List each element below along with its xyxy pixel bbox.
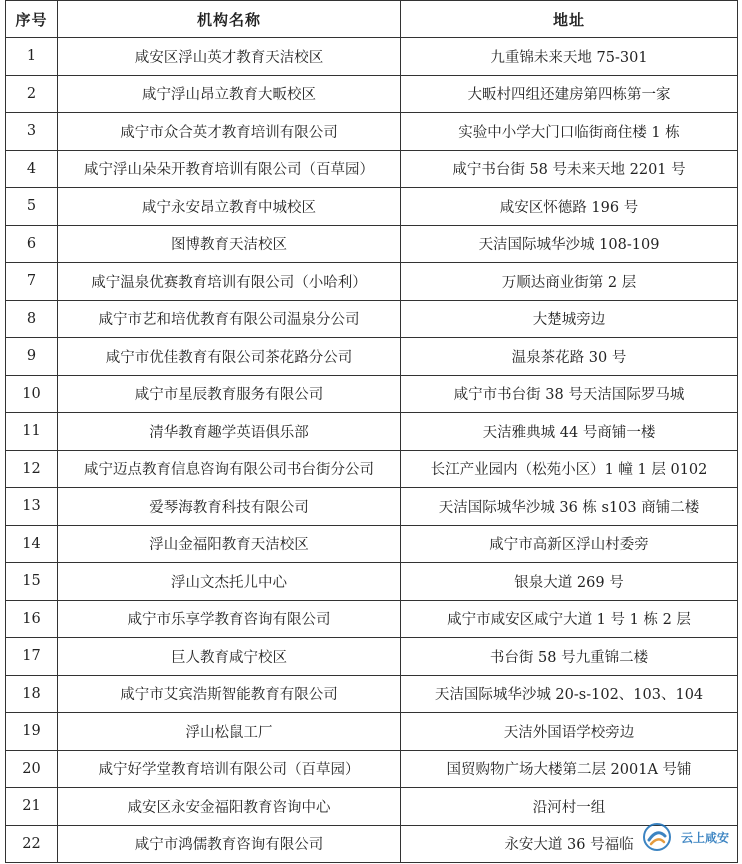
- table-row: [6, 600, 738, 638]
- table-row: [6, 38, 738, 76]
- table-row: [6, 750, 738, 788]
- cell-address: 银泉大道 269 号: [401, 563, 738, 601]
- cell-no: 9: [6, 338, 58, 376]
- cell-address: 咸宁市咸安区咸宁大道 1 号 1 栋 2 层: [401, 600, 738, 638]
- cell-address: 九重锦未来天地 75-301: [401, 38, 738, 76]
- cell-no: 10: [6, 375, 58, 413]
- header-name: 机构名称: [58, 1, 401, 38]
- cell-no: 6: [6, 225, 58, 263]
- table-row: [6, 113, 738, 151]
- cell-name: 咸宁市优佳教育有限公司茶花路分公司: [58, 338, 401, 376]
- watermark-text: 云上咸安: [678, 828, 732, 847]
- cell-no: 12: [6, 450, 58, 488]
- cell-no: 4: [6, 150, 58, 188]
- table-row: [6, 338, 738, 376]
- table-row: [6, 825, 738, 863]
- cell-address: 天洁国际城华沙城 36 栋 s103 商铺二楼: [401, 488, 738, 526]
- table-row: [6, 563, 738, 601]
- cell-address: 大楚城旁边: [401, 300, 738, 338]
- table-row: [6, 488, 738, 526]
- cell-address: 长江产业园内（松苑小区）1 幢 1 层 0102: [401, 450, 738, 488]
- cell-name: 浮山金福阳教育天洁校区: [58, 525, 401, 563]
- cell-no: 13: [6, 488, 58, 526]
- cell-name: 图博教育天洁校区: [58, 225, 401, 263]
- cell-address: 天洁外国语学校旁边: [401, 713, 738, 751]
- cell-no: 14: [6, 525, 58, 563]
- cell-name: 咸宁市乐享学教育咨询有限公司: [58, 600, 401, 638]
- cell-name: 咸安区浮山英才教育天洁校区: [58, 38, 401, 76]
- cell-no: 19: [6, 713, 58, 751]
- cell-name: 咸宁市艺和培优教育有限公司温泉分公司: [58, 300, 401, 338]
- cell-address: 咸安区怀德路 196 号: [401, 188, 738, 226]
- table-header: [6, 1, 738, 38]
- header-address: 地址: [401, 1, 738, 38]
- institution-table: [5, 0, 738, 863]
- cell-no: 7: [6, 263, 58, 301]
- cell-name: 咸宁市鸿儒教育咨询有限公司: [58, 825, 401, 863]
- cell-name: 巨人教育咸宁校区: [58, 638, 401, 676]
- cell-address: 大畈村四组还建房第四栋第一家: [401, 75, 738, 113]
- cell-no: 11: [6, 413, 58, 451]
- cell-no: 15: [6, 563, 58, 601]
- cell-no: 17: [6, 638, 58, 676]
- cell-address: 咸宁书台街 58 号未来天地 2201 号: [401, 150, 738, 188]
- cell-address: 天洁雅典城 44 号商铺一楼: [401, 413, 738, 451]
- table-row: [6, 675, 738, 713]
- cell-no: 5: [6, 188, 58, 226]
- table-row: [6, 300, 738, 338]
- cell-name: 咸宁市艾宾浩斯智能教育有限公司: [58, 675, 401, 713]
- cell-name: 浮山松鼠工厂: [58, 713, 401, 751]
- cell-name: 爱琴海教育科技有限公司: [58, 488, 401, 526]
- table-row: [6, 188, 738, 226]
- table-row: [6, 263, 738, 301]
- table-row: [6, 450, 738, 488]
- header-no: 序号: [6, 1, 58, 38]
- cell-no: 21: [6, 788, 58, 826]
- table-row: [6, 525, 738, 563]
- cell-no: 18: [6, 675, 58, 713]
- cell-address: 咸宁市高新区浮山村委旁: [401, 525, 738, 563]
- table-row: [6, 413, 738, 451]
- cell-address: 天洁国际城华沙城 20-s-102、103、104: [401, 675, 738, 713]
- cell-address: 天洁国际城华沙城 108-109: [401, 225, 738, 263]
- header-row: [6, 1, 738, 38]
- table-row: [6, 75, 738, 113]
- cell-no: 22: [6, 825, 58, 863]
- cell-name: 咸宁浮山昂立教育大畈校区: [58, 75, 401, 113]
- cell-no: 8: [6, 300, 58, 338]
- cell-address: 温泉茶花路 30 号: [401, 338, 738, 376]
- table-row: [6, 225, 738, 263]
- cell-address: 书台街 58 号九重锦二楼: [401, 638, 738, 676]
- cell-name: 咸宁好学堂教育培训有限公司（百草园）: [58, 750, 401, 788]
- cell-address: 实验中小学大门口临街商住楼 1 栋: [401, 113, 738, 151]
- cell-name: 咸宁浮山朵朵开教育培训有限公司（百草园）: [58, 150, 401, 188]
- cell-address: 国贸购物广场大楼第二层 2001A 号铺: [401, 750, 738, 788]
- cell-name: 咸安区永安金福阳教育咨询中心: [58, 788, 401, 826]
- cell-name: 咸宁温泉优赛教育培训有限公司（小哈利）: [58, 263, 401, 301]
- watermark: [642, 822, 732, 852]
- cell-address: 永安大道 36 号福临: [401, 825, 738, 863]
- cell-address: 万顺达商业街第 2 层: [401, 263, 738, 301]
- table-row: [6, 713, 738, 751]
- cell-no: 3: [6, 113, 58, 151]
- table-row: [6, 638, 738, 676]
- table-row: [6, 150, 738, 188]
- table-row: [6, 375, 738, 413]
- cell-no: 16: [6, 600, 58, 638]
- cell-no: 1: [6, 38, 58, 76]
- cell-name: 清华教育趣学英语俱乐部: [58, 413, 401, 451]
- cell-name: 浮山文杰托儿中心: [58, 563, 401, 601]
- yunshang-logo-icon: [642, 822, 672, 852]
- cell-address: 沿河村一组: [401, 788, 738, 826]
- cell-no: 20: [6, 750, 58, 788]
- cell-address: 咸宁市书台街 38 号天洁国际罗马城: [401, 375, 738, 413]
- cell-name: 咸宁永安昂立教育中城校区: [58, 188, 401, 226]
- cell-name: 咸宁市星辰教育服务有限公司: [58, 375, 401, 413]
- table-body: [6, 38, 738, 863]
- cell-name: 咸宁迈点教育信息咨询有限公司书台街分公司: [58, 450, 401, 488]
- table-row: [6, 788, 738, 826]
- cell-no: 2: [6, 75, 58, 113]
- cell-name: 咸宁市众合英才教育培训有限公司: [58, 113, 401, 151]
